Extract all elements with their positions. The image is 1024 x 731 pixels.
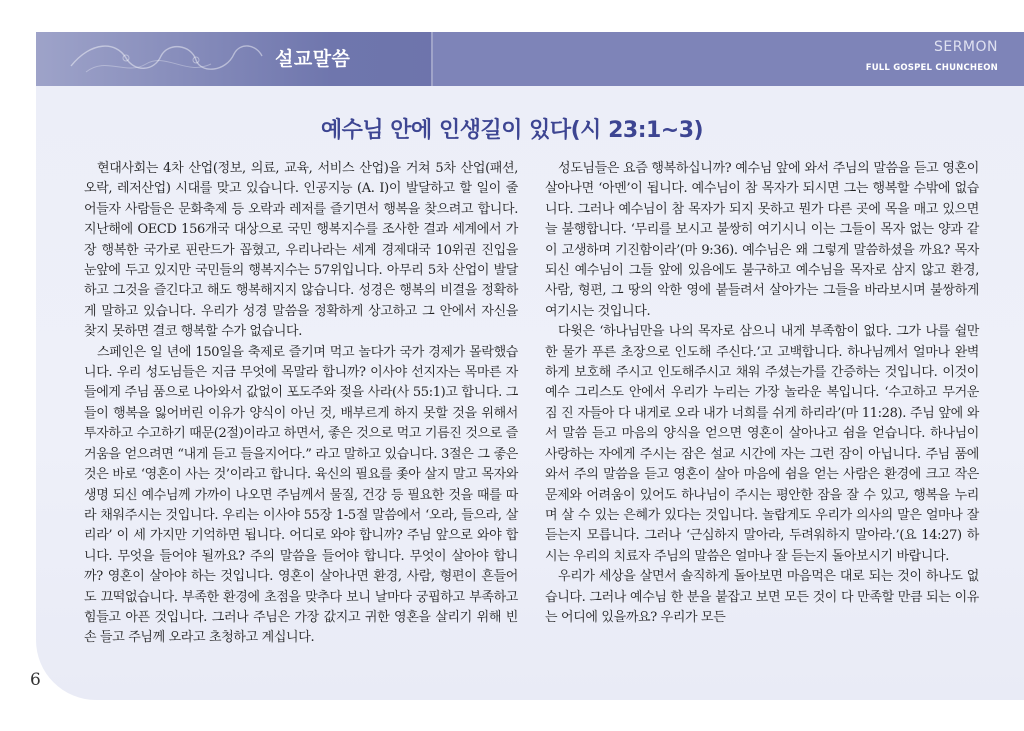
paragraph: 우리가 세상을 살면서 솔직하게 돌아보면 마음먹은 대로 되는 것이 하나도 없습니다. 그러나 예수님 한 분을 붙잡고 보면 모든 것이 다 만족할 만큼 되는 이유는 어디에 있을까요? 우리가 모든 [545, 569, 979, 625]
left-column [84, 159, 518, 649]
sermon-title: 예수님 안에 인생길이 있다(시 23:1~3) [320, 118, 704, 143]
right-column [545, 159, 979, 628]
header-band [36, 32, 1024, 86]
page-number: 6 [30, 670, 41, 690]
brand-sublabel: FULL GOSPEL CHUNCHEON [865, 63, 998, 73]
paragraph: 다윗은 ‘하나님만을 나의 목자로 삼으니 내게 부족함이 없다. 그가 나를 쉴만한 물가 푸른 초장으로 인도해 주신다.’고 고백합니다. 하나님께서 얼마나 완벽하게 보호해 주시고 인도해주시고 채워 주셨는가를 간증하는 것입니다. 이것이 예수 그리스도 안에서 우리가 누리는 가장 놀라운 복입니다. ‘수고하고 무거운 짐 진 자들아 다 내게로 오라 내가 너희를 쉬게 하리라’(마 11:28). 주님 앞에 와서 말씀 듣고 마음의 양식을 얻으면 영혼이 살아나고 쉼을 얻습니다. 하나님이 사랑하는 자에게 주시는 잠은 설교 시간에 자는 그런 잠이 아닙니다. 주님 품에 와서 주의 말씀을 듣고 영혼이 살아 마음에 쉼을 얻는 사람은 환경에 크고 작은 문제와 어려움이 있어도 하나님이 주시는 평안한 잠을 잘 수 있고, 행복을 누리며 살 수 있는 은혜가 있다는 것입니다. 놀랍게도 우리가 의사의 말은 얼마나 잘 듣는지 모릅니다. 그러나 ‘근심하지 말아라, 두려워하지 말아라.’(요 14:27) 하시는 우리의 치료자 주님의 말씀은 얼마나 잘 듣는지 돌아보시기 바랍니다. [545, 324, 979, 564]
paragraph: 스페인은 일 년에 150일을 축제로 즐기며 먹고 놀다가 국가 경제가 몰락했습니다. 우리 성도님들은 지금 무엇에 목말라 합니까? 이사야 선지자는 목마른 자들에게 주님 품으로 나아와서 값없이 포도주와 젖을 사라(사 55:1)고 합니다. 그들이 행복을 잃어버린 이유가 양식이 아닌 것, 배부르게 하지 못할 것을 위해서 투자하고 수고하기 때문(2절)이라고 하면서, 좋은 것으로 먹고 기름진 것으로 즐거움을 얻으려면 “내게 듣고 들을지어다.” 라고 말하고 있습니다. 3절은 그 좋은 것은 바로 ‘영혼이 사는 것’이라고 합니다. 육신의 필요를 좇아 살지 말고 목자와 생명 되신 예수님께 가까이 나오면 주님께서 물질, 건강 등 필요한 것을 때를 따라 채워주시는 것입니다. 우리는 이사야 55장 1-5절 말씀에서 ‘오라, 들으라, 살리라’ 이 세 가지만 기억하면 됩니다. 어디로 와야 합니까? 주님 앞으로 와야 합니다. 무엇을 들어야 될까요? 주의 말씀을 들어야 합니다. 무엇이 살아야 합니까? 영혼이 살아야 하는 것입니다. 영혼이 살아나면 환경, 사람, 형편이 흔들어도 끄떡없습니다. 부족한 환경에 초점을 맞추다 보니 날마다 궁핍하고 부족하고 힘들고 아픈 것입니다. 그러나 주님은 가장 값지고 귀한 영혼을 살리기 위해 빈 손 들고 주님께 오라고 초청하고 계십니다. [84, 344, 518, 646]
paragraph: 성도님들은 요즘 행복하십니까? 예수님 앞에 와서 주님의 말씀을 듣고 영혼이 살아나면 ‘아멘’이 됩니다. 예수님이 참 목자가 되시면 그는 행복할 수밖에 없습니다. 그러나 예수님이 참 목자가 되지 못하고 뭔가 다른 곳에 목을 매고 있으면 늘 불행합니다. ‘무리를 보시고 불쌍히 여기시니 이는 그들이 목자 없는 양과 같이 고생하며 기진함이라’(마 9:36). 예수님은 왜 그렇게 말씀하셨을 까요? 목자 되신 예수님이 그들 앞에 있음에도 불구하고 예수님을 목자로 삼지 않고 환경, 사람, 형편, 그 땅의 악한 영에 붙들려서 살아가는 그들을 바라보시며 불쌍하게 여기시는 것입니다. [545, 161, 979, 319]
paragraph: 현대사회는 4차 산업(정보, 의료, 교육, 서비스 산업)을 거쳐 5차 산업(패션, 오락, 레저산업) 시대를 맞고 있습니다. 인공지능 (A. I)이 발달하고 할 일이 줄어들자 사람들은 문화축제 등 오락과 레저를 즐기면서 행복을 찾으려고 합니다. 지난해에 OECD 156개국 대상으로 국민 행복지수를 조사한 결과 세계에서 가장 행복한 국가로 핀란드가 꼽혔고, 우리나라는 세계 경제대국 10위권 진입을 눈앞에 두고 있지만 국민들의 행복지수는 57위입니다. 아무리 5차 산업이 발달하고 그것을 즐긴다고 해도 행복해지지 않습니다. 성경은 행복의 비결을 정확하게 말하고 있습니다. 우리가 성경 말씀을 정확하게 상고하고 그 안에서 자신을 찾지 못하면 결코 행복할 수가 없습니다. [84, 161, 518, 340]
section-title: 설교말씀 [275, 48, 351, 70]
ornament-swirl-icon [66, 36, 266, 82]
brand-label: SERMON [933, 39, 998, 55]
